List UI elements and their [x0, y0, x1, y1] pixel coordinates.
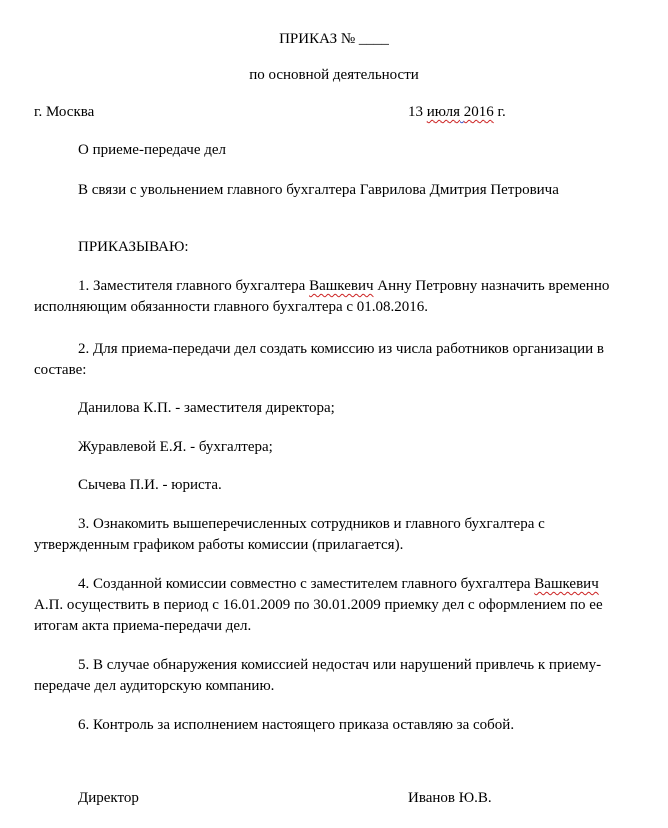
signature-name: Иванов Ю.В. [408, 790, 492, 806]
item6: 6. Контроль за исполнением настоящего приказа оставляю за собой. [78, 717, 515, 733]
item4-text-before: 4. Созданной комиссии совместно с заместителем главного бухгалтера [78, 576, 535, 592]
document-title: ПРИКАЗ № ____ [279, 31, 389, 47]
item1-text-after: Анну Петровну назначить временно [373, 278, 610, 294]
date [408, 103, 506, 121]
item3-line2: утвержденным графиком работы комиссии (прилагается). [34, 537, 404, 553]
item3-line1: 3. Ознакомить вышеперечисленных сотрудников и главного бухгалтера с [78, 516, 545, 532]
item2-line2: составе: [34, 362, 87, 378]
item4-line1 [78, 575, 599, 593]
order-word: ПРИКАЗЫВАЮ: [78, 239, 189, 255]
item1-name: Вашкевич [309, 278, 374, 294]
item1-text-before: 1. Заместителя главного бухгалтера [78, 278, 310, 294]
commission-member-1: Данилова К.П. - заместителя директора; [78, 400, 335, 416]
item5-line1: 5. В случае обнаружения комиссией недостач или нарушений привлечь к приему- [78, 657, 602, 673]
city: г. Москва [34, 104, 95, 120]
signature-position: Директор [78, 790, 139, 806]
commission-member-3: Сычева П.И. - юриста. [78, 477, 222, 493]
item1-line2: исполняющим обязанности главного бухгалтера с 01.08.2016. [34, 299, 429, 315]
commission-member-2: Журавлевой Е.Я. - бухгалтера; [78, 439, 273, 455]
date-suffix: г. [497, 104, 506, 120]
document-subtitle: по основной деятельности [249, 67, 419, 83]
date-month: июля [426, 104, 460, 120]
item1-line1 [78, 277, 609, 295]
item2-line1: 2. Для приема-передачи дел создать комиссию из числа работников организации в [78, 341, 604, 357]
item4-name: Вашкевич [534, 576, 599, 592]
date-year: 2016 [463, 104, 494, 120]
item4-line2: А.П. осуществить в период с 16.01.2009 по 30.01.2009 приемку дел с оформлением по ее [34, 597, 603, 613]
item4-line3: итогам акта приема-передачи дел. [34, 618, 252, 634]
date-day: 13 [408, 104, 423, 120]
subject: О приеме-передаче дел [78, 142, 227, 158]
item5-line2: передаче дел аудиторскую компанию. [34, 678, 275, 694]
reason: В связи с увольнением главного бухгалтера Гаврилова Дмитрия Петровича [78, 182, 559, 198]
